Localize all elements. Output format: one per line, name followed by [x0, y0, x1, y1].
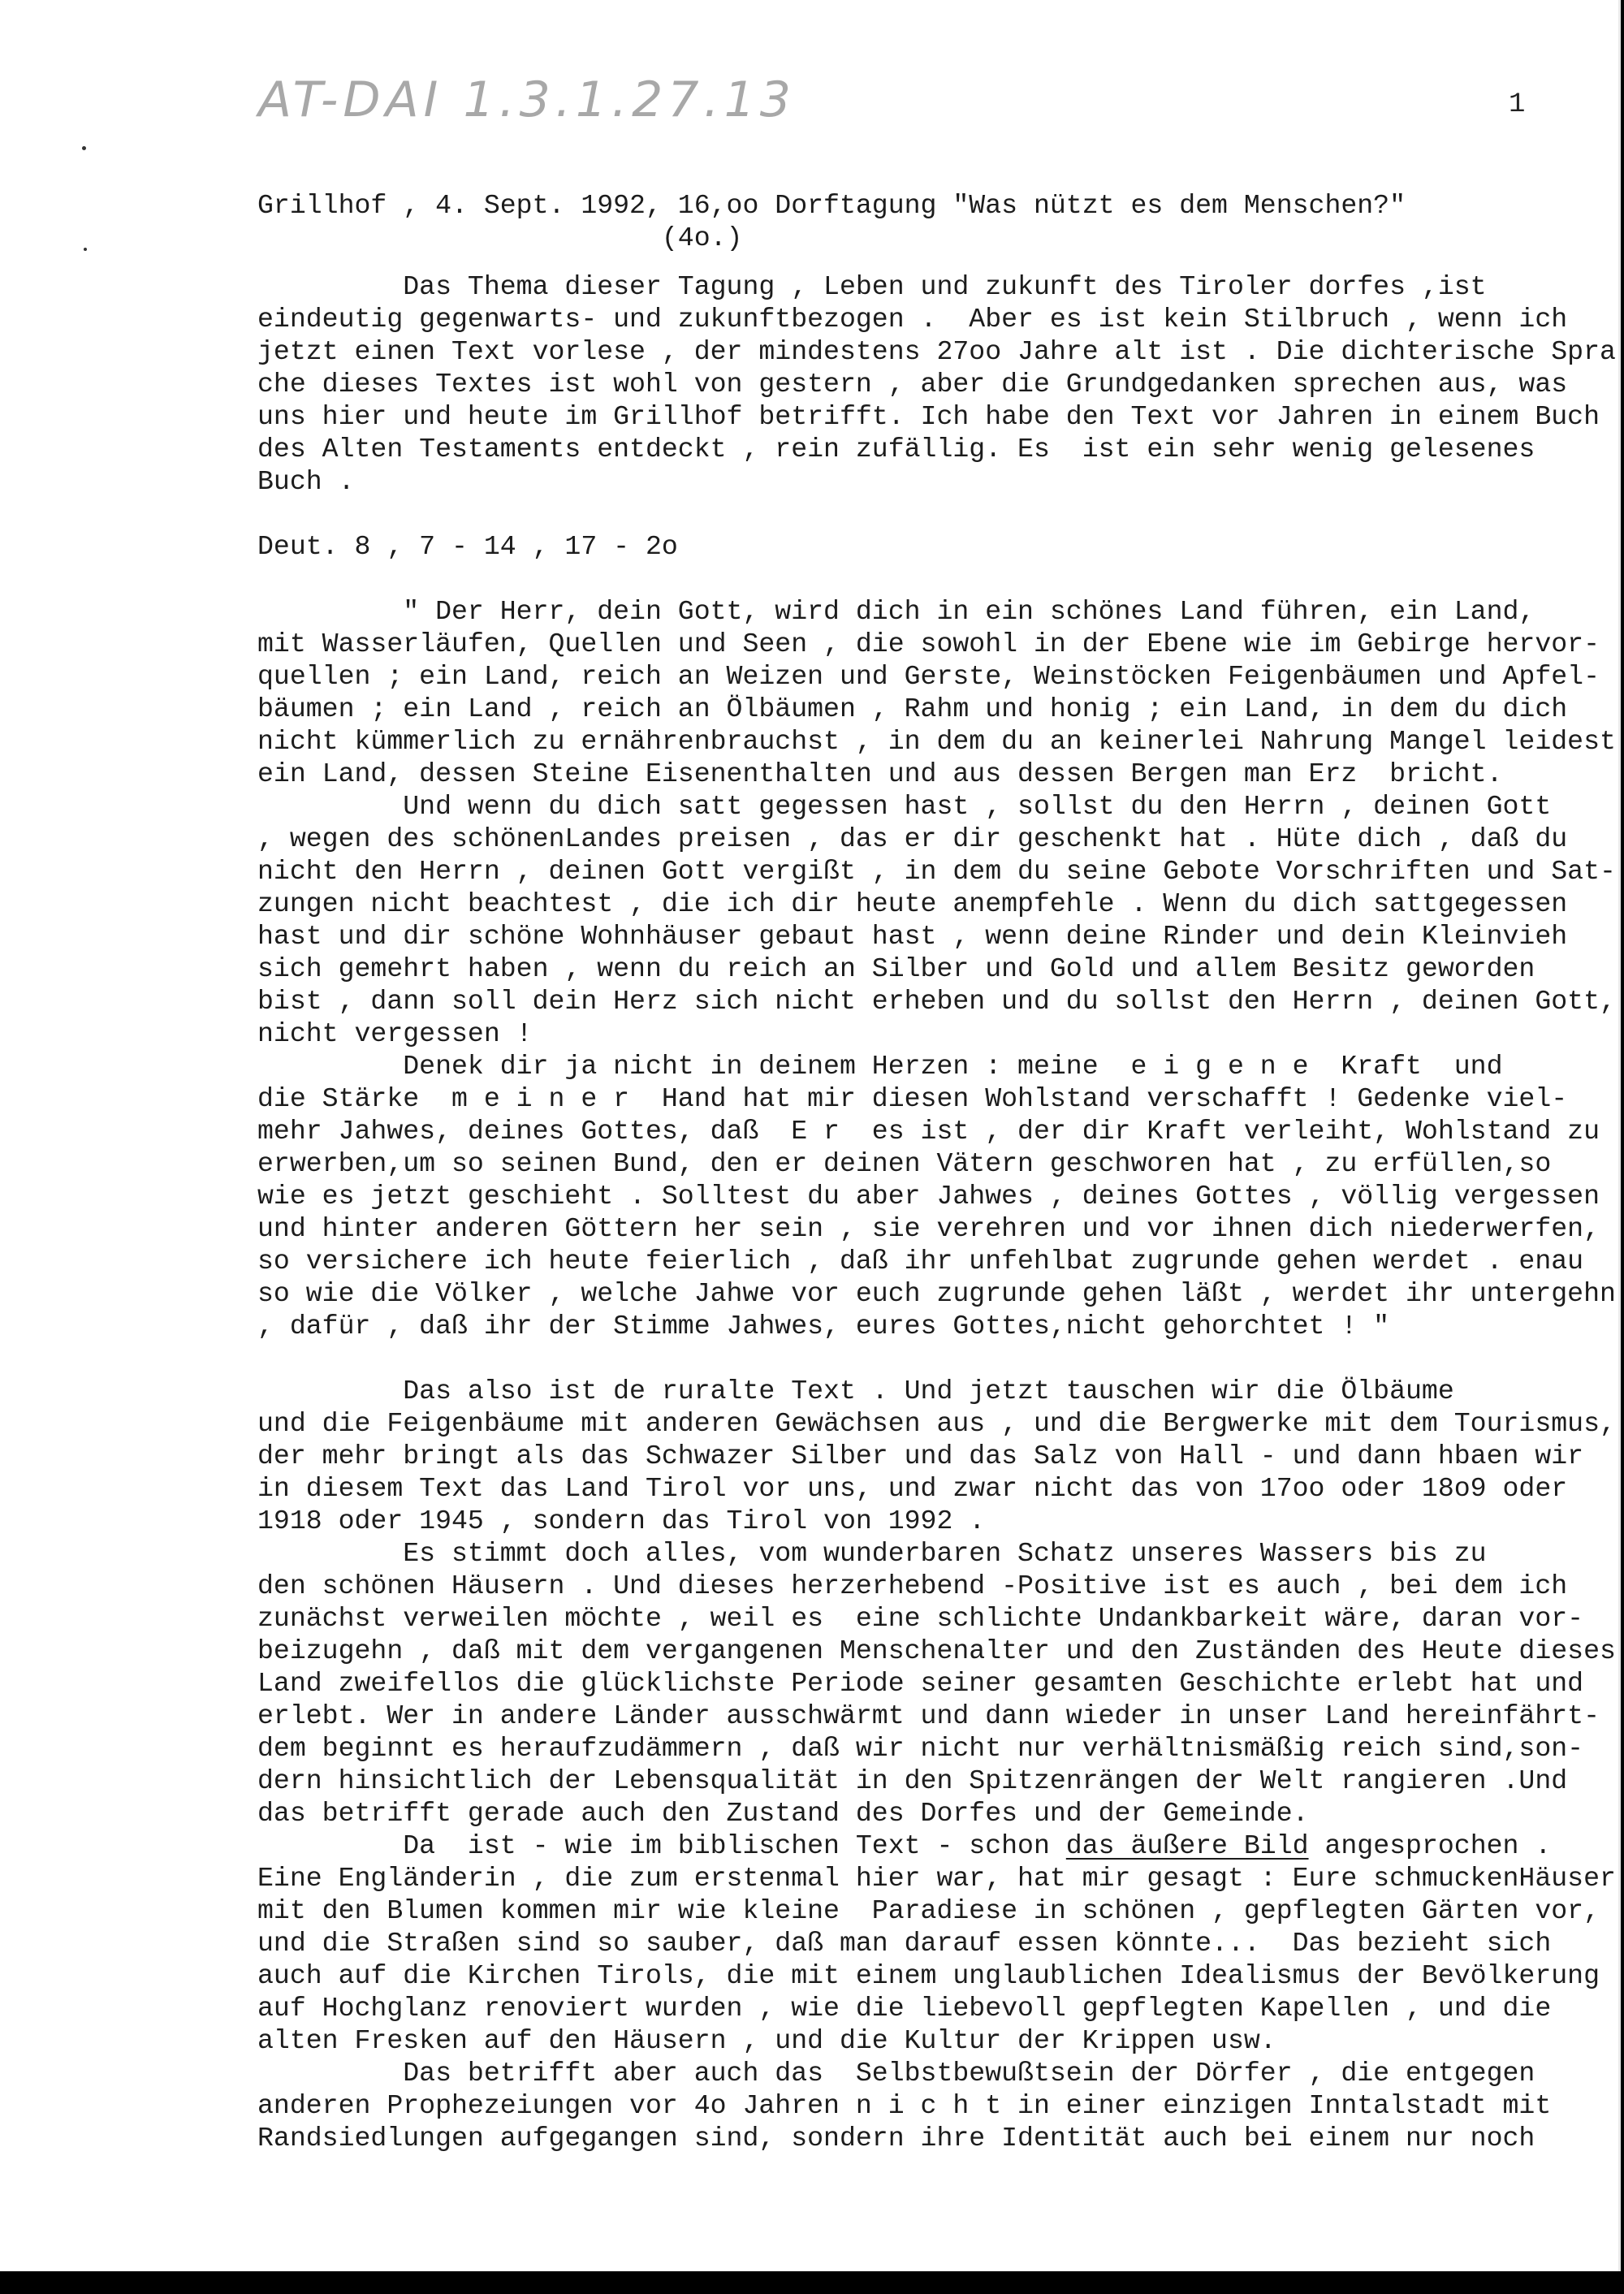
text-line: erwerben,um so seinen Bund, den er deinen Vätern geschworen hat , zu erfüllen,so [257, 1148, 1552, 1179]
text-line: des Alten Testaments entdeckt , rein zufällig. Es ist ein sehr wenig gelesenes [257, 434, 1535, 464]
text-line: nicht kümmerlich zu ernährenbrauchst , in dem du an keinerlei Nahrung Mangel leidest [257, 726, 1616, 757]
text-line: zunächst verweilen möchte , weil es eine schlichte Undankbarkeit wäre, daran vor- [257, 1603, 1584, 1634]
text-line: erlebt. Wer in andere Länder ausschwärmt und dann wieder in unser Land hereinfährt- [257, 1700, 1600, 1731]
text-line: und die Straßen sind so sauber, daß man darauf essen könnte... Das bezieht sich [257, 1928, 1552, 1959]
text-line: nicht den Herrn , deinen Gott vergißt , in dem du seine Gebote Vorschriften und Sat- [257, 856, 1616, 887]
text-line: (4o.) [257, 222, 743, 253]
text-line: bäumen ; ein Land , reich an Ölbäumen , Rahm und honig ; ein Land, in dem du dich [257, 693, 1568, 724]
text-line: so versichere ich heute feierlich , daß ihr unfehlbat zugrunde gehen werdet . enau [257, 1246, 1584, 1277]
text-line: Land zweifellos die glücklichste Periode seiner gesamten Geschichte erlebt hat und [257, 1668, 1584, 1699]
text-line: hast und dir schöne Wohnhäuser gebaut hast , wenn deine Rinder und dein Kleinvieh [257, 921, 1568, 952]
text-line: Randsiedlungen aufgegangen sind, sondern ihre Identität auch bei einem nur noch [257, 2123, 1535, 2154]
page-number: 1 [1509, 89, 1526, 120]
text-line: Deut. 8 , 7 - 14 , 17 - 2o [257, 531, 678, 562]
text-line: Grillhof , 4. Sept. 1992, 16,oo Dorftagung "Was nützt es dem Menschen?" [257, 190, 1406, 221]
text-line: Das also ist de ruralte Text . Und jetzt tauschen wir die Ölbäume [257, 1376, 1454, 1406]
text-line: jetzt einen Text vorlese , der mindestens 27oo Jahre alt ist . Die dichterische Spra [257, 336, 1616, 367]
text-line: den schönen Häusern . Und dieses herzerhebend -Positive ist es auch , bei dem ich [257, 1570, 1568, 1601]
text-line: quellen ; ein Land, reich an Weizen und Gerste, Weinstöcken Feigenbäumen und Apfel- [257, 661, 1600, 692]
text-line: auch auf die Kirchen Tirols, die mit einem unglaublichen Idealismus der Bevölkerung [257, 1960, 1600, 1991]
text-line: so wie die Völker , welche Jahwe vor euch zugrunde gehen läßt , werdet ihr untergehn [257, 1278, 1616, 1309]
text-line: Es stimmt doch alles, vom wunderbaren Schatz unseres Wassers bis zu [257, 1538, 1487, 1569]
text-line: dern hinsichtlich der Lebensqualität in den Spitzenrängen der Welt rangieren .Und [257, 1765, 1568, 1796]
text-line: ein Land, dessen Steine Eisenenthalten und aus dessen Bergen man Erz bricht. [257, 758, 1503, 789]
text-line: nicht vergessen ! [257, 1018, 533, 1049]
text-line: anderen Prophezeiungen vor 4o Jahren n i c h t in einer einzigen Inntalstadt mit [257, 2090, 1552, 2121]
text-line: Denek dir ja nicht in deinem Herzen : meine e i g e n e Kraft und [257, 1051, 1503, 1082]
margin-mark [82, 146, 86, 150]
text-line: die Stärke m e i n e r Hand hat mir diesen Wohlstand verschafft ! Gedenke viel- [257, 1083, 1568, 1114]
text-line: der mehr bringt als das Schwazer Silber und das Salz von Hall - und dann hbaen wir [257, 1441, 1584, 1471]
text-line: wie es jetzt geschieht . Solltest du aber Jahwes , deines Gottes , völlig vergessen [257, 1181, 1600, 1212]
text-line: zungen nicht beachtest , die ich dir heute anempfehle . Wenn du dich sattgegessen [257, 888, 1568, 919]
text-line: Und wenn du dich satt gegessen hast , sollst du den Herrn , deinen Gott [257, 791, 1552, 822]
text-line: uns hier und heute im Grillhof betrifft. Ich habe den Text vor Jahren in einem Buch [257, 401, 1600, 432]
text-line: 1918 oder 1945 , sondern das Tirol von 1992 . [257, 1506, 986, 1536]
text-line: , wegen des schönenLandes preisen , das er dir geschenkt hat . Hüte dich , daß du [257, 823, 1568, 854]
archive-reference-handwritten: AT-DAI 1.3.1.27.13 [258, 71, 796, 128]
text-line: Das Thema dieser Tagung , Leben und zukunft des Tiroler dorfes ,ist [257, 271, 1487, 302]
text-line: alten Fresken auf den Häusern , und die Kultur der Krippen usw. [257, 2025, 1276, 2056]
text-line: " Der Herr, dein Gott, wird dich in ein schönes Land führen, ein Land, [257, 596, 1535, 627]
text-line: und die Feigenbäume mit anderen Gewächsen aus , und die Bergwerke mit dem Tourismus, [257, 1408, 1616, 1439]
text-line: , dafür , daß ihr der Stimme Jahwes, eures Gottes,nicht gehorchtet ! " [257, 1311, 1390, 1341]
text-line: che dieses Textes ist wohl von gestern , aber die Grundgedanken sprechen aus, was [257, 369, 1568, 400]
text-line: Da ist - wie im biblischen Text - schon das äußere Bild angesprochen . [257, 1830, 1552, 1861]
text-line: Buch . [257, 466, 355, 497]
text-line: sich gemehrt haben , wenn du reich an Silber und Gold und allem Besitz geworden [257, 953, 1535, 984]
text-line: mit Wasserläufen, Quellen und Seen , die sowohl in der Ebene wie im Gebirge hervor- [257, 629, 1600, 659]
text-line: in diesem Text das Land Tirol vor uns, und zwar nicht das von 17oo oder 18o9 oder [257, 1473, 1568, 1504]
text-line: und hinter anderen Göttern her sein , sie verehren und vor ihnen dich niederwerfen, [257, 1213, 1600, 1244]
text-line: beizugehn , daß mit dem vergangenen Menschenalter und den Zuständen des Heute dieses [257, 1635, 1616, 1666]
text-line: mit den Blumen kommen mir wie kleine Paradiese in schönen , gepflegten Gärten vor, [257, 1895, 1600, 1926]
text-line: mehr Jahwes, deines Gottes, daß E r es ist , der dir Kraft verleiht, Wohlstand zu [257, 1116, 1600, 1147]
margin-mark [84, 248, 87, 251]
text-line: bist , dann soll dein Herz sich nicht erheben und du sollst den Herrn , deinen Gott, [257, 986, 1616, 1017]
text-line: dem beginnt es heraufzudämmern , daß wir nicht nur verhältnismäßig reich sind,son- [257, 1733, 1584, 1764]
text-line: eindeutig gegenwarts- und zukunftbezogen . Aber es ist kein Stilbruch , wenn ich [257, 304, 1568, 335]
text-line: das betrifft gerade auch den Zustand des Dorfes und der Gemeinde. [257, 1798, 1309, 1829]
text-line: auf Hochglanz renoviert wurden , wie die liebevoll gepflegten Kapellen , und die [257, 1993, 1552, 2024]
text-line: Eine Engländerin , die zum erstenmal hier war, hat mir gesagt : Eure schmuckenHäuser [257, 1863, 1616, 1894]
text-line: Das betrifft aber auch das Selbstbewußtsein der Dörfer , die entgegen [257, 2058, 1535, 2089]
